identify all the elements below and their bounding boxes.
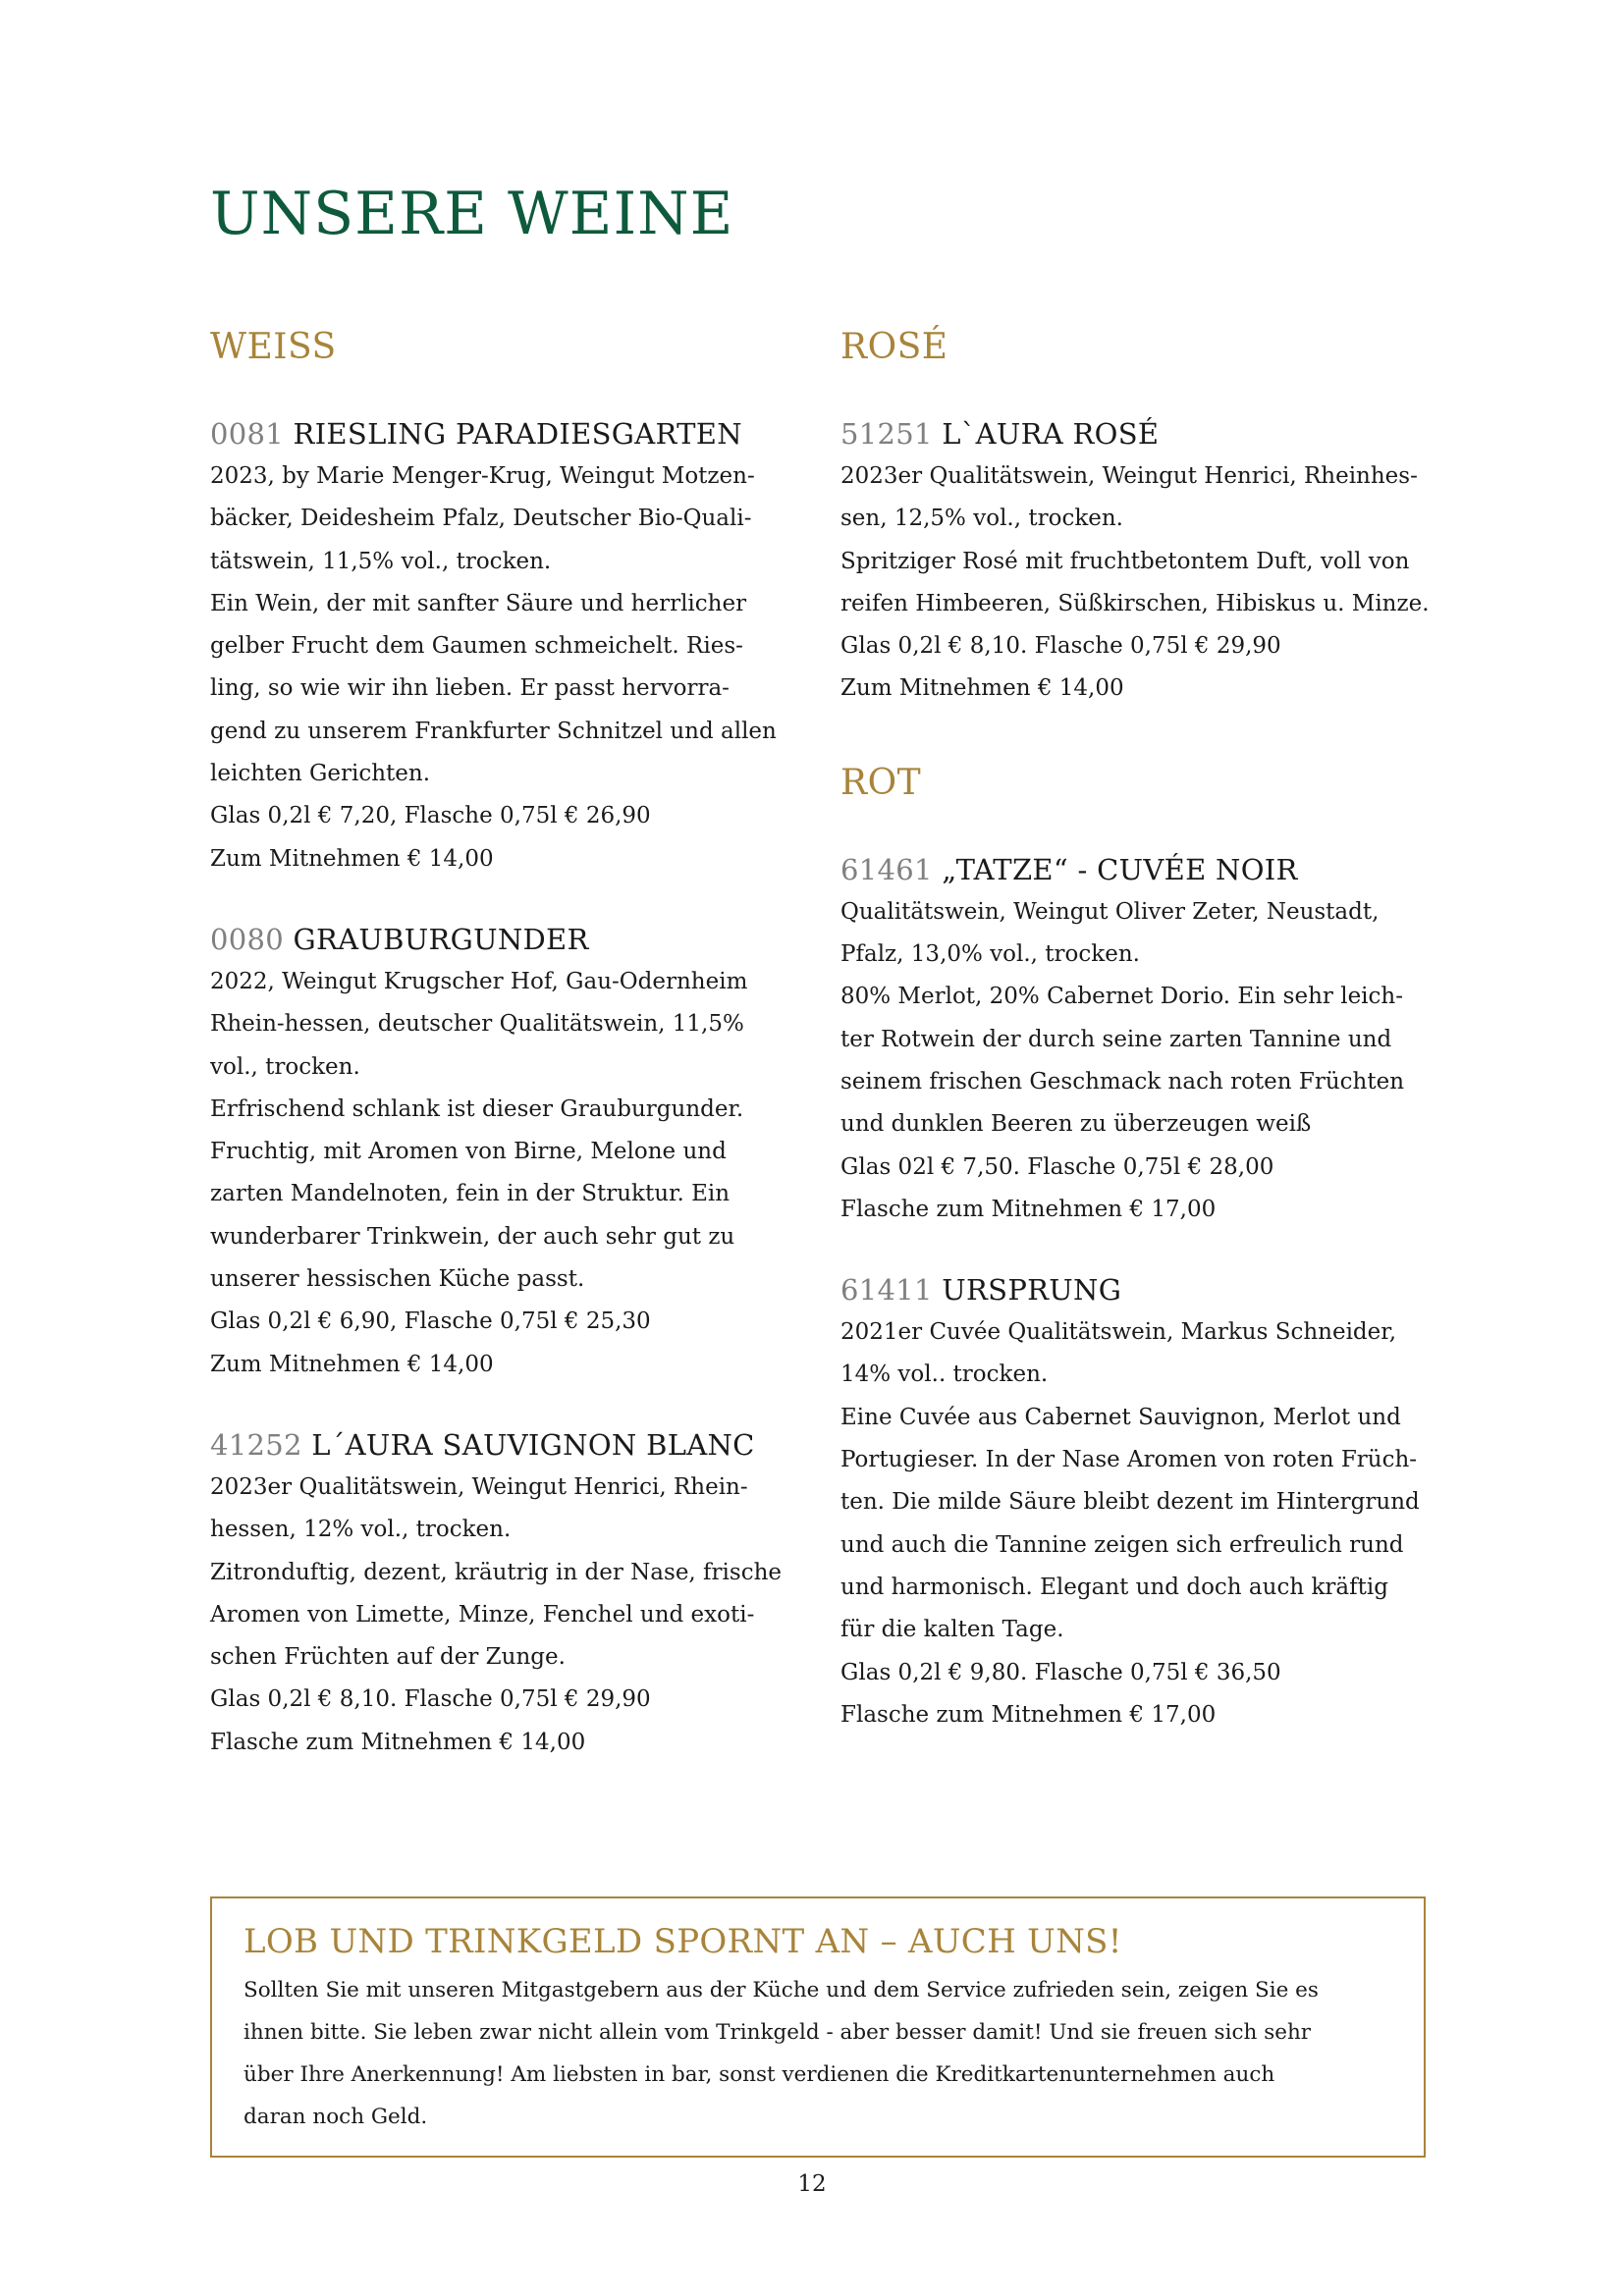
tip-box (210, 1896, 1426, 2158)
wine-description-line: 2023er Qualitätswein, Weingut Henrici, Rheinhes- (840, 463, 1418, 489)
wine-description-line: Eine Cuvée aus Cabernet Sauvignon, Merlot und (840, 1404, 1401, 1430)
wine-heading (840, 850, 1439, 889)
wine-description-line: Erfrischend schlank ist dieser Grauburgunder. (210, 1095, 744, 1122)
wine-description-line: gend zu unserem Frankfurter Schnitzel und allen (210, 718, 777, 744)
wine-description-line: Glas 0,2l € 8,10. Flasche 0,75l € 29,90 (210, 1686, 651, 1713)
wine-description-line: 2023er Qualitätswein, Weingut Henrici, Rhein- (210, 1473, 748, 1500)
wine-name: L`AURA ROSÉ (942, 417, 1160, 451)
wine-heading (210, 414, 809, 454)
wine-description-line: Zum Mitnehmen € 14,00 (210, 1351, 494, 1377)
wine-description-line: Flasche zum Mitnehmen € 17,00 (840, 1196, 1217, 1222)
wine-description-line: sen, 12,5% vol., trocken. (840, 506, 1123, 532)
weiss-column (210, 326, 809, 1803)
wine-description-line: Zum Mitnehmen € 14,00 (210, 845, 494, 872)
wine-description-line: hessen, 12% vol., trocken. (210, 1517, 512, 1543)
wine-description-line: reifen Himbeeren, Süßkirschen, Hibiskus u. Minze. (840, 590, 1430, 616)
tip-box-line: Sollten Sie mit unseren Mitgastgebern aus der Küche und dem Service zufrieden sein, zeigen Sie es (244, 1978, 1319, 2002)
wine-heading (840, 1270, 1439, 1309)
wine-description-line: Zitronduftig, dezent, kräutrig in der Nase, frische (210, 1559, 783, 1585)
wine-entry (210, 414, 809, 881)
wine-description-line: Aromen von Limette, Minze, Fenchel und exoti- (210, 1601, 755, 1628)
wine-name: RIESLING PARADIESGARTEN (293, 417, 742, 451)
wine-description-line: Glas 0,2l € 7,20, Flasche 0,75l € 26,90 (210, 803, 651, 829)
wine-description-line: 2023, by Marie Menger-Krug, Weingut Motzen- (210, 463, 755, 489)
wine-number: 61411 (840, 1273, 933, 1308)
wine-description-line: gelber Frucht dem Gaumen schmeichelt. Ries- (210, 633, 743, 660)
tip-box-line: über Ihre Anerkennung! Am liebsten in bar, sonst verdienen die Kreditkartenunternehmen auch (244, 2062, 1275, 2087)
section-heading-rot: ROT (840, 762, 922, 803)
wine-description-line: Glas 0,2l € 6,90, Flasche 0,75l € 25,30 (210, 1308, 651, 1335)
wine-description-line: Portugieser. In der Nase Aromen von roten Früch- (840, 1447, 1418, 1473)
wine-description-line: 2021er Cuvée Qualitätswein, Markus Schneider, (840, 1319, 1397, 1346)
wine-description-line: tätswein, 11,5% vol., trocken. (210, 548, 552, 574)
wine-description-line: Glas 02l € 7,50. Flasche 0,75l € 28,00 (840, 1153, 1274, 1180)
wine-name: URSPRUNG (942, 1273, 1122, 1308)
wine-description-line: Pfalz, 13,0% vol., trocken. (840, 941, 1140, 968)
page-title: UNSERE WEINE (210, 180, 734, 248)
wine-description-line: und dunklen Beeren zu überzeugen weiß (840, 1111, 1312, 1138)
wine-description-line: Qualitätswein, Weingut Oliver Zeter, Neustadt, (840, 898, 1380, 925)
wine-description-line: Zum Mitnehmen € 14,00 (840, 675, 1124, 702)
wine-description-line: und auch die Tannine zeigen sich erfreulich rund (840, 1531, 1404, 1558)
wine-number: 0081 (210, 417, 285, 451)
rose-rot-column (840, 326, 1439, 1776)
wine-description-line: 14% vol.. trocken. (840, 1362, 1049, 1388)
wine-description-line: seinem frischen Geschmack nach roten Früchten (840, 1068, 1405, 1095)
wine-description-line: zarten Mandelnoten, fein in der Struktur. Ein (210, 1181, 731, 1207)
tip-box-title: LOB UND TRINKGELD SPORNT AN – AUCH UNS! (244, 1922, 1122, 1961)
wine-description-line: Flasche zum Mitnehmen € 17,00 (840, 1701, 1217, 1728)
wine-description-line: 80% Merlot, 20% Cabernet Dorio. Ein sehr leich- (840, 984, 1404, 1010)
section-heading-rose: ROSÉ (840, 327, 948, 367)
wine-description-line: Glas 0,2l € 8,10. Flasche 0,75l € 29,90 (840, 633, 1281, 660)
wine-entry (840, 1270, 1439, 1736)
wine-description-line: wunderbarer Trinkwein, der auch sehr gut zu (210, 1223, 735, 1250)
wine-entry (210, 920, 809, 1386)
wine-description-line: Rhein-hessen, deutscher Qualitätswein, 11,5% (210, 1011, 744, 1038)
wine-description-line: Flasche zum Mitnehmen € 14,00 (210, 1729, 586, 1755)
wine-description-line: Ein Wein, der mit sanfter Säure und herrlicher (210, 590, 747, 616)
wine-heading (210, 920, 809, 959)
section-heading-weiss: WEISS (210, 327, 337, 367)
wine-heading (210, 1425, 809, 1465)
tip-box-line: ihnen bitte. Sie leben zwar nicht allein vom Trinkgeld - aber besser damit! Und sie freuen sich sehr (244, 2020, 1312, 2045)
wine-entry (840, 414, 1439, 711)
wine-description-line: für die kalten Tage. (840, 1617, 1064, 1643)
wine-description-line: ling, so wie wir ihn lieben. Er passt hervorra- (210, 675, 730, 702)
wine-description-line: ter Rotwein der durch seine zarten Tannine und (840, 1026, 1392, 1052)
wine-name: „TATZE“ - CUVÉE NOIR (942, 852, 1298, 886)
wine-description-line: 2022, Weingut Krugscher Hof, Gau-Odernheim (210, 968, 748, 994)
wine-description-line: vol., trocken. (210, 1053, 360, 1080)
wine-description-line: schen Früchten auf der Zunge. (210, 1644, 566, 1671)
page-number: 12 (797, 2171, 827, 2197)
wine-description-line: Glas 0,2l € 9,80. Flasche 0,75l € 36,50 (840, 1659, 1281, 1685)
wine-description-line: Spritziger Rosé mit fruchtbetontem Duft, voll von (840, 548, 1410, 574)
wine-description-line: bäcker, Deidesheim Pfalz, Deutscher Bio-Quali- (210, 506, 752, 532)
wine-name: L´AURA SAUVIGNON BLANC (311, 1427, 755, 1462)
wine-entry (840, 850, 1439, 1231)
wine-heading (840, 414, 1439, 454)
wine-description-line: Fruchtig, mit Aromen von Birne, Melone und (210, 1139, 727, 1165)
wine-number: 41252 (210, 1427, 302, 1462)
wine-number: 61461 (840, 852, 933, 886)
wine-description-line: und harmonisch. Elegant und doch auch kräftig (840, 1574, 1388, 1600)
wine-description-line: leichten Gerichten. (210, 761, 431, 787)
wine-number: 51251 (840, 417, 933, 451)
wine-number: 0080 (210, 922, 285, 956)
wine-description-line: unserer hessischen Küche passt. (210, 1266, 585, 1293)
tip-box-line: daran noch Geld. (244, 2105, 428, 2129)
wine-name: GRAUBURGUNDER (293, 922, 589, 956)
wine-entry (210, 1425, 809, 1764)
wine-description-line: ten. Die milde Säure bleibt dezent im Hintergrund (840, 1489, 1420, 1516)
